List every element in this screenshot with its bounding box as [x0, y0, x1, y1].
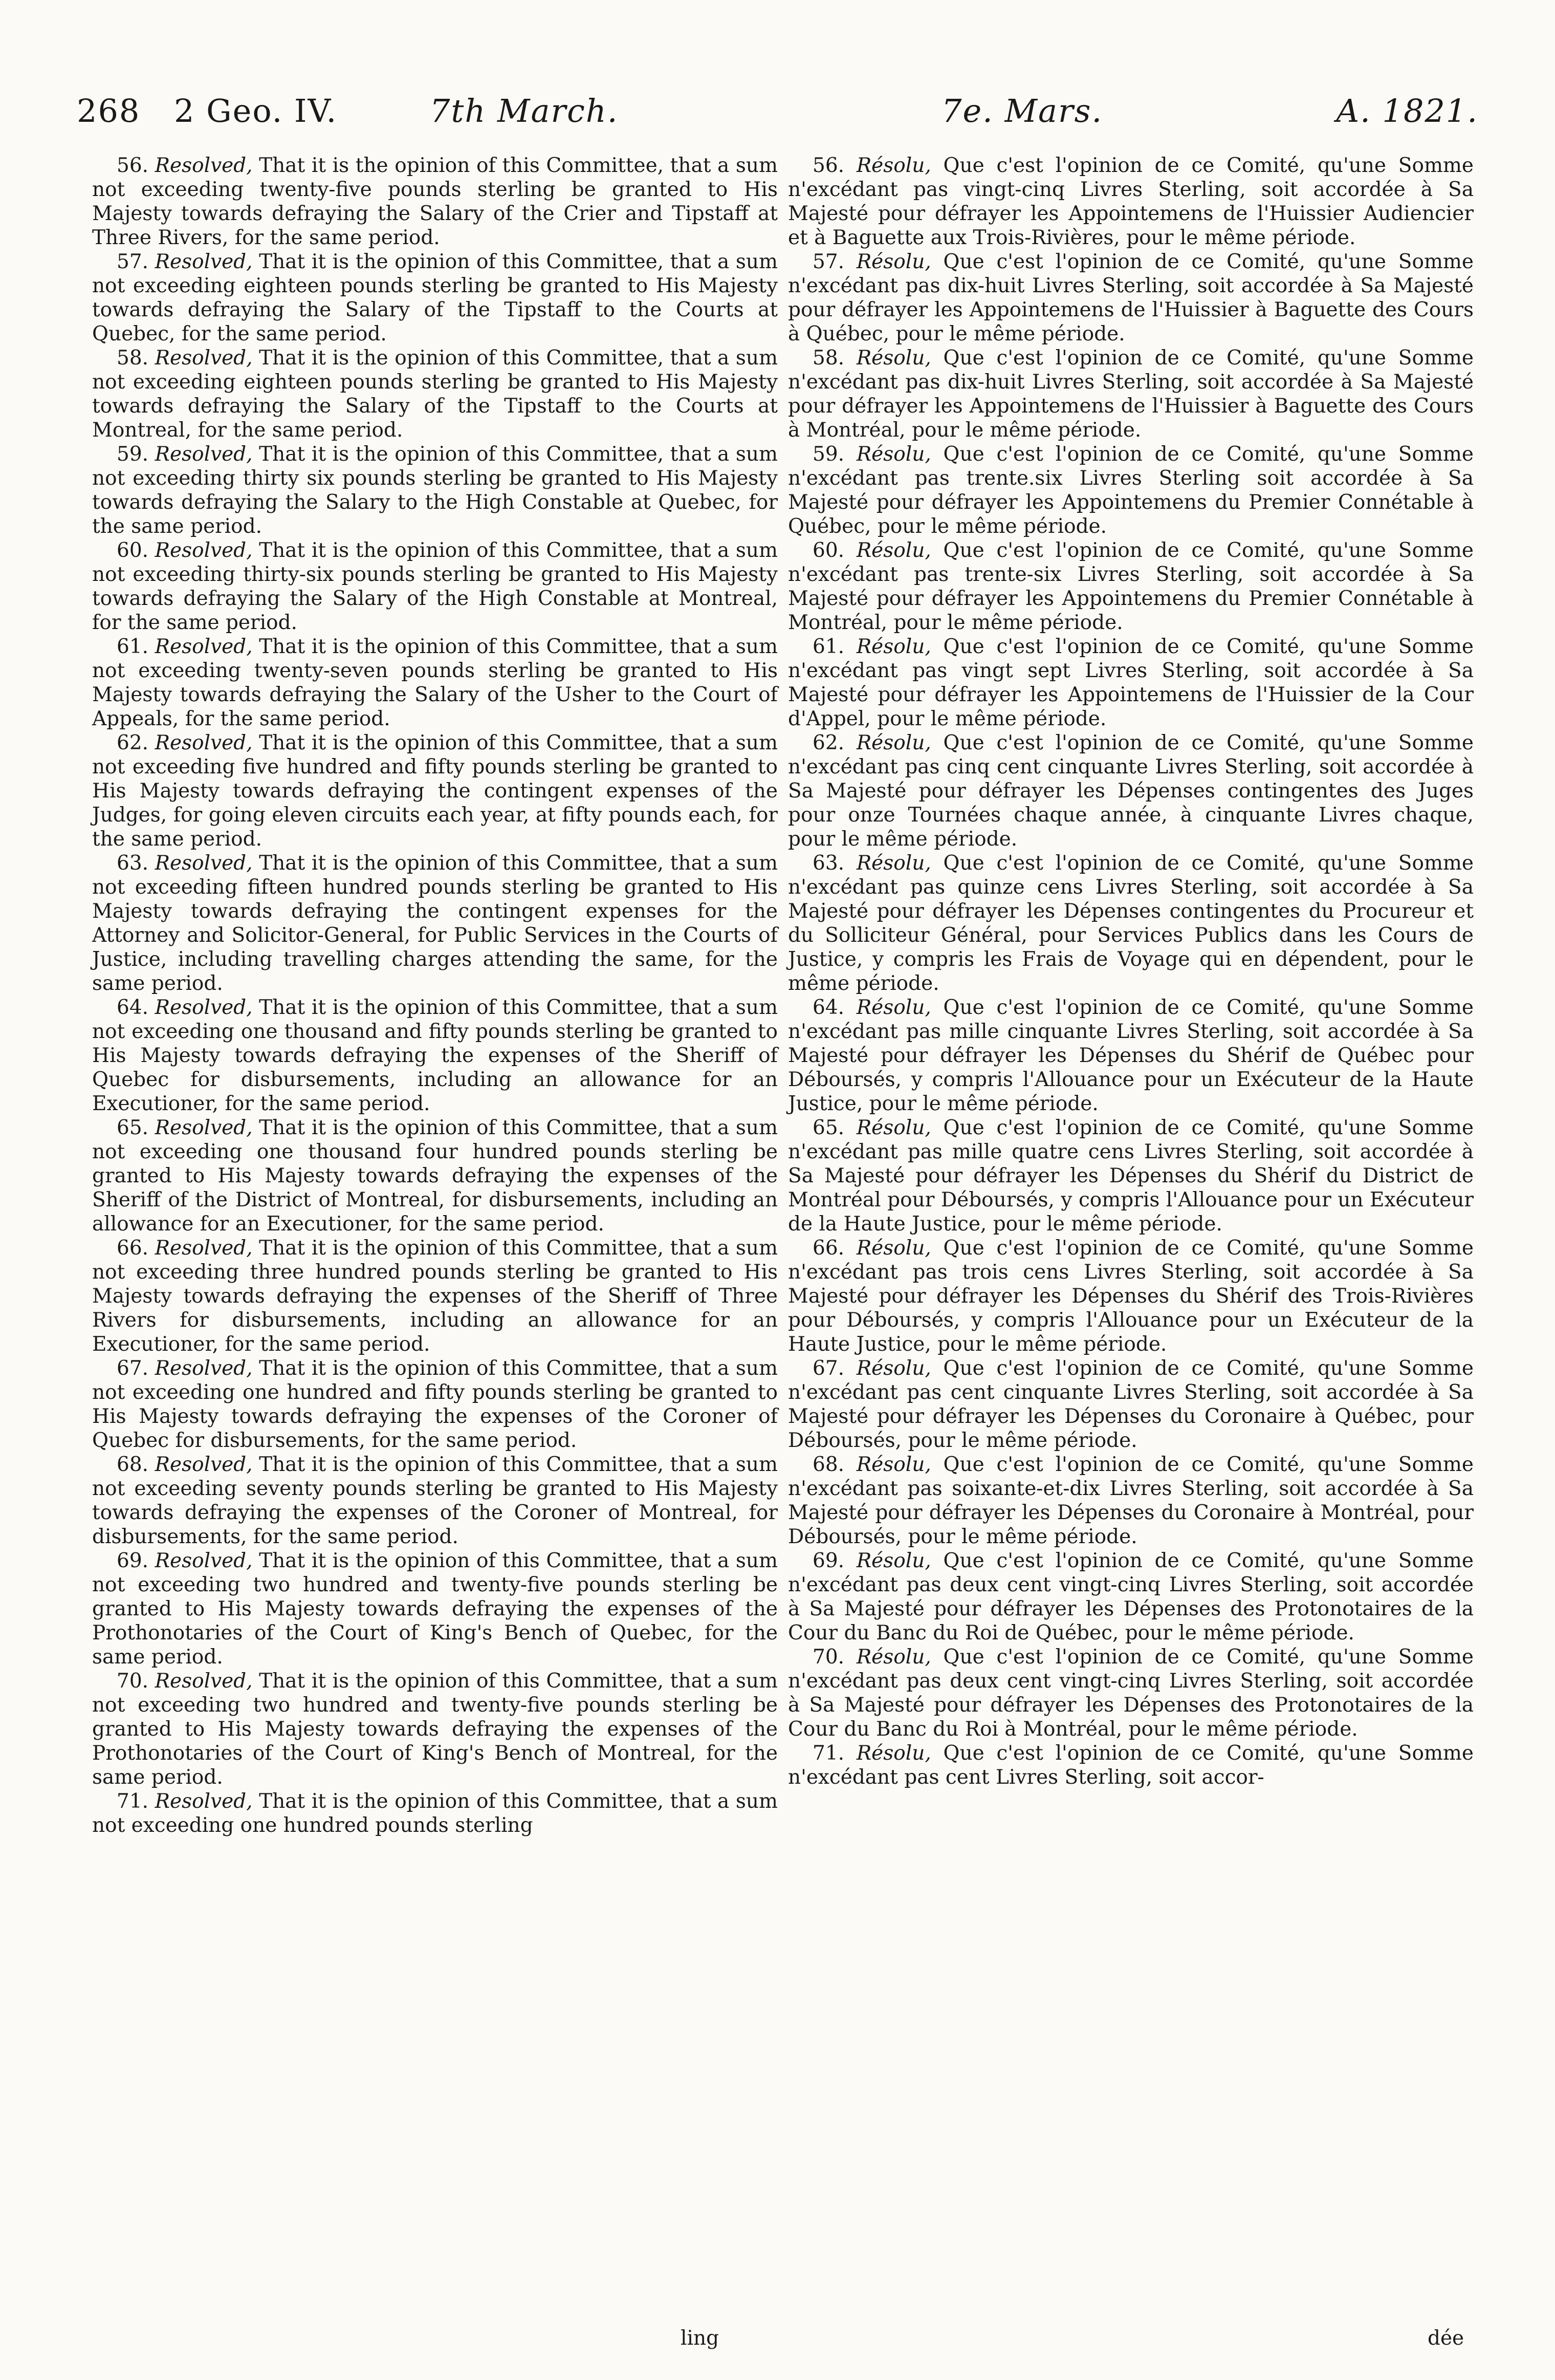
resolution-keyword: Resolved, [155, 1790, 253, 1813]
resolution-paragraph [92, 346, 778, 442]
resolution-text: Que c'est l'opinion de ce Comité, qu'une Somme n'excédant pas deux cent vingt-cinq Livres Sterling, soit accordée à Sa Majesté pour défrayer les Dépenses des Protonotaires de la Cour du Banc du Roi de Québec, pour le même période. [788, 1549, 1474, 1645]
resolution-number: 66. [117, 1237, 149, 1260]
resolution-keyword: Resolved, [155, 852, 253, 875]
resolution-text: That it is the opinion of this Committee, that a sum not exceeding one thousand and fifty pounds sterling be granted to His Majesty towards defraying the expenses of the Sheriff of Quebec for disbursements, including an allowance for an Executioner, for the same period. [92, 996, 778, 1115]
date-french: 7e. Mars. [941, 92, 1103, 129]
resolution-paragraph [788, 1116, 1474, 1236]
resolution-number: 61. [813, 635, 845, 658]
resolution-keyword: Résolu, [856, 635, 931, 658]
resolution-text: Que c'est l'opinion de ce Comité, qu'une Somme n'excédant pas deux cent vingt-cinq Livres Sterling, soit accordée à Sa Majesté pour défrayer les Dépenses des Protonotaires de la Cour du Banc du Roi à Montréal, pour le même période. [788, 1646, 1474, 1741]
resolution-paragraph [92, 1549, 778, 1669]
resolution-number: 65. [813, 1116, 845, 1139]
resolution-number: 59. [117, 443, 149, 466]
resolution-text: That it is the opinion of this Committee, that a sum not exceeding one hundred and fifty pounds sterling be granted to His Majesty towards defraying the expenses of the Coroner of Quebec for disbursements, for the same period. [92, 1357, 778, 1452]
resolution-keyword: Resolved, [155, 1549, 253, 1572]
resolution-text: Que c'est l'opinion de ce Comité, qu'une Somme n'excédant pas trente.six Livres Sterling soit accordée à Sa Majesté pour défrayer les Appointemens du Premier Connétable à Québec, pour le même période. [788, 443, 1474, 538]
resolution-text: That it is the opinion of this Committee, that a sum not exceeding two hundred and twenty-five pounds sterling be granted to His Majesty towards defraying the expenses of the Prothonotaries of the Court of King's Bench of Quebec, for the same period. [92, 1549, 778, 1669]
resolution-number: 57. [813, 250, 845, 273]
resolution-keyword: Résolu, [856, 1237, 931, 1260]
resolution-keyword: Résolu, [856, 347, 931, 370]
resolution-paragraph [788, 851, 1474, 996]
resolution-keyword: Resolved, [155, 347, 253, 370]
resolution-paragraph [92, 1453, 778, 1549]
resolution-paragraph [788, 1549, 1474, 1645]
resolution-keyword: Resolved, [155, 1357, 253, 1380]
resolution-text: That it is the opinion of this Committee, that a sum not exceeding one hundred pounds sterling [92, 1790, 778, 1837]
resolution-paragraph [92, 635, 778, 731]
english-column [92, 154, 778, 1837]
resolution-number: 68. [813, 1453, 845, 1476]
resolution-text: Que c'est l'opinion de ce Comité, qu'une Somme n'excédant pas soixante-et-dix Livres Sterling, soit accordée à Sa Majesté pour défrayer les Dépenses du Coronaire à Montréal, pour Déboursés, pour le même période. [788, 1453, 1474, 1548]
resolution-keyword: Résolu, [856, 443, 931, 466]
resolution-paragraph [92, 996, 778, 1116]
resolution-paragraph [788, 154, 1474, 250]
resolution-text: Que c'est l'opinion de ce Comité, qu'une Somme n'excédant pas cent Livres Sterling, soit accor- [788, 1742, 1474, 1789]
resolution-number: 67. [117, 1357, 149, 1380]
resolution-keyword: Résolu, [856, 154, 931, 177]
resolution-text: That it is the opinion of this Committee, that a sum not exceeding eighteen pounds sterling be granted to His Majesty towards defraying the Salary of the Tipstaff to the Courts at Quebec, for the same period. [92, 250, 778, 345]
resolution-keyword: Resolved, [155, 731, 253, 754]
resolution-keyword: Resolved, [155, 154, 253, 177]
resolution-number: 71. [117, 1790, 149, 1813]
resolution-text: Que c'est l'opinion de ce Comité, qu'une Somme n'excédant pas mille quatre cens Livres Sterling, soit accordée à Sa Majesté pour défrayer les Dépenses du Shérif du District de Montréal pour Déboursés, y compris l'Allouance pour un Exécuteur de la Haute Justice, pour le même période. [788, 1116, 1474, 1236]
resolution-keyword: Résolu, [856, 1742, 931, 1765]
resolution-number: 68. [117, 1453, 149, 1476]
resolution-keyword: Resolved, [155, 443, 253, 466]
resolution-keyword: Resolved, [155, 250, 253, 273]
resolution-number: 56. [813, 154, 845, 177]
date-english: 7th March. [430, 92, 619, 129]
resolution-paragraph [92, 851, 778, 996]
resolution-number: 69. [117, 1549, 149, 1572]
resolution-keyword: Résolu, [856, 1357, 931, 1380]
year-label: A. 1821. [1336, 92, 1478, 129]
resolution-text: That it is the opinion of this Committee, that a sum not exceeding five hundred and fifty pounds sterling be granted to His Majesty towards defraying the contingent expenses of the Judges, for going eleven circuits each year, at fifty pounds each, for the same period. [92, 731, 778, 851]
resolution-text: That it is the opinion of this Committee, that a sum not exceeding thirty six pounds sterling be granted to His Majesty towards defraying the Salary to the High Constable at Quebec, for the same period. [92, 443, 778, 538]
resolution-number: 62. [813, 731, 845, 754]
resolution-paragraph [788, 1453, 1474, 1549]
resolution-keyword: Resolved, [155, 635, 253, 658]
resolution-paragraph [92, 1116, 778, 1236]
resolution-paragraph [788, 996, 1474, 1116]
running-header [77, 92, 1478, 154]
resolution-keyword: Résolu, [856, 1116, 931, 1139]
resolution-text: That it is the opinion of this Committee, that a sum not exceeding eighteen pounds sterling be granted to His Majesty towards defraying the Salary of the Tipstaff to the Courts at Montreal, for the same period. [92, 347, 778, 442]
resolution-number: 64. [117, 996, 149, 1019]
resolution-paragraph [788, 538, 1474, 635]
resolution-text: Que c'est l'opinion de ce Comité, qu'une Somme n'excédant pas mille cinquante Livres Sterling, soit accordée à Sa Majesté pour défrayer les Dépenses du Shérif de Québec pour Déboursés, y compris l'Allouance pour un Exécuteur de la Haute Justice, pour le même période. [788, 996, 1474, 1115]
resolution-keyword: Resolved, [155, 1237, 253, 1260]
resolution-paragraph [788, 1741, 1474, 1789]
resolution-number: 57. [117, 250, 149, 273]
french-column [788, 154, 1474, 1789]
resolution-number: 60. [117, 539, 149, 562]
resolution-keyword: Résolu, [856, 852, 931, 875]
resolution-paragraph [92, 731, 778, 851]
resolution-number: 66. [813, 1237, 845, 1260]
resolution-paragraph [788, 250, 1474, 346]
resolution-keyword: Résolu, [856, 250, 931, 273]
resolution-number: 61. [117, 635, 149, 658]
resolution-number: 64. [813, 996, 845, 1019]
resolution-keyword: Resolved, [155, 1453, 253, 1476]
resolution-paragraph [92, 154, 778, 250]
resolution-text: That it is the opinion of this Committee, that a sum not exceeding twenty-five pounds sterling be granted to His Majesty towards defraying the Salary of the Crier and Tipstaff at Three Rivers, for the same period. [92, 154, 778, 249]
resolution-keyword: Resolved, [155, 1670, 253, 1693]
resolution-number: 62. [117, 731, 149, 754]
resolution-paragraph [788, 635, 1474, 731]
reign-label: 2 Geo. IV. [174, 92, 338, 129]
resolution-number: 63. [117, 852, 149, 875]
resolution-keyword: Résolu, [856, 1549, 931, 1572]
resolution-number: 63. [813, 852, 845, 875]
resolution-text: Que c'est l'opinion de ce Comité, qu'une Somme n'excédant pas trente-six Livres Sterling, soit accordée à Sa Majesté pour défrayer les Appointemens du Premier Connétable à Montréal, pour le même période. [788, 539, 1474, 634]
resolution-number: 70. [813, 1646, 845, 1669]
resolution-text: Que c'est l'opinion de ce Comité, qu'une Somme n'excédant pas vingt-cinq Livres Sterling, soit accordée à Sa Majesté pour défrayer les Appointemens de l'Huissier Audiencier et à Baguette aux Trois-Rivières, pour le même période. [788, 154, 1474, 249]
resolution-text: That it is the opinion of this Committee, that a sum not exceeding one thousand four hundred pounds sterling be granted to His Majesty towards defraying the expenses of the Sheriff of the District of Montreal, for disbursements, including an allowance for an Executioner, for the same period. [92, 1116, 778, 1236]
resolution-text: Que c'est l'opinion de ce Comité, qu'une Somme n'excédant pas dix-huit Livres Sterling, soit accordée à Sa Majesté pour défrayer les Appointemens de l'Huissier à Baguette des Cours à Québec, pour le même période. [788, 250, 1474, 345]
resolution-paragraph [788, 346, 1474, 442]
resolution-paragraph [788, 442, 1474, 538]
resolution-number: 59. [813, 443, 845, 466]
resolution-text: That it is the opinion of this Committee, that a sum not exceeding three hundred pounds sterling be granted to His Majesty towards defraying the expenses of the Sheriff of Three Rivers for disbursements, including an allowance for an Executioner, for the same period. [92, 1237, 778, 1356]
resolution-text: Que c'est l'opinion de ce Comité, qu'une Somme n'excédant pas cent cinquante Livres Sterling, soit accordée à Sa Majesté pour défrayer les Dépenses du Coronaire à Québec, pour Déboursés, pour le même période. [788, 1357, 1474, 1452]
resolution-paragraph [92, 1236, 778, 1356]
resolution-keyword: Résolu, [856, 539, 931, 562]
resolution-text: That it is the opinion of this Committee, that a sum not exceeding seventy pounds sterling be granted to His Majesty towards defraying the expenses of the Coroner of Montreal, for disbursements, for the same period. [92, 1453, 778, 1548]
resolution-keyword: Résolu, [856, 1453, 931, 1476]
resolution-number: 58. [117, 347, 149, 370]
resolution-text: Que c'est l'opinion de ce Comité, qu'une Somme n'excédant pas quinze cens Livres Sterling, soit accordée à Sa Majesté pour défrayer les Dépenses contingentes du Procureur et du Solliciteur Général, pour Services Publics dans les Cours de Justice, y compris les Frais de Voyage qui en dépendent, pour le même période. [788, 852, 1474, 995]
resolution-text: That it is the opinion of this Committee, that a sum not exceeding two hundred and twenty-five pounds sterling be granted to His Majesty towards defraying the expenses of the Prothonotaries of the Court of King's Bench of Montreal, for the same period. [92, 1670, 778, 1789]
resolution-number: 60. [813, 539, 845, 562]
resolution-number: 69. [813, 1549, 845, 1572]
resolution-text: Que c'est l'opinion de ce Comité, qu'une Somme n'excédant pas trois cens Livres Sterling, soit accordée à Sa Majesté pour défrayer les Dépenses du Shérif des Trois-Rivières pour Déboursés, y compris l'Allouance pour un Exécuteur de la Haute Justice, pour le même période. [788, 1237, 1474, 1356]
resolution-keyword: Résolu, [856, 731, 931, 754]
resolution-keyword: Résolu, [856, 1646, 931, 1669]
resolution-paragraph [92, 250, 778, 346]
resolution-text: Que c'est l'opinion de ce Comité, qu'une Somme n'excédant pas cinq cent cinquante Livres Sterling, soit accordée à Sa Majesté pour défrayer les Dépenses contingentes des Juges pour onze Tournées chaque année, à cinquante Livres chaque, pour le même période. [788, 731, 1474, 851]
french-catchword: dée [1428, 2327, 1464, 2350]
resolution-paragraph [788, 1356, 1474, 1453]
resolution-paragraph [788, 1645, 1474, 1741]
resolution-number: 70. [117, 1670, 149, 1693]
resolution-text: That it is the opinion of this Committee, that a sum not exceeding twenty-seven pounds sterling be granted to His Majesty towards defraying the Salary of the Usher to the Court of Appeals, for the same period. [92, 635, 778, 730]
resolution-text: Que c'est l'opinion de ce Comité, qu'une Somme n'excédant pas vingt sept Livres Sterling, soit accordée à Sa Majesté pour défrayer les Appointemens de l'Huissier de la Cour d'Appel, pour le même période. [788, 635, 1474, 730]
resolution-number: 67. [813, 1357, 845, 1380]
resolution-paragraph [788, 1236, 1474, 1356]
resolution-paragraph [788, 731, 1474, 851]
resolution-keyword: Resolved, [155, 996, 253, 1019]
resolution-text: That it is the opinion of this Committee, that a sum not exceeding thirty-six pounds sterling be granted to His Majesty towards defraying the Salary of the High Constable at Montreal, for the same period. [92, 539, 778, 634]
resolution-paragraph [92, 1356, 778, 1453]
resolution-number: 65. [117, 1116, 149, 1139]
resolution-paragraph [92, 1789, 778, 1837]
resolution-keyword: Resolved, [155, 1116, 253, 1139]
page-number: 268 [77, 92, 141, 129]
resolution-number: 58. [813, 347, 845, 370]
resolution-keyword: Resolved, [155, 539, 253, 562]
resolution-keyword: Résolu, [856, 996, 931, 1019]
resolution-number: 71. [813, 1742, 845, 1765]
resolution-paragraph [92, 442, 778, 538]
resolution-number: 56. [117, 154, 149, 177]
resolution-text: Que c'est l'opinion de ce Comité, qu'une Somme n'excédant pas dix-huit Livres Sterling, soit accordée à Sa Majesté pour défrayer les Appointemens de l'Huissier à Baguette des Cours à Montréal, pour le même période. [788, 347, 1474, 442]
english-catchword: ling [681, 2327, 719, 2350]
resolution-paragraph [92, 1669, 778, 1789]
resolution-paragraph [92, 538, 778, 635]
resolution-text: That it is the opinion of this Committee, that a sum not exceeding fifteen hundred pounds sterling be granted to His Majesty towards defraying the contingent expenses for the Attorney and Solicitor-General, for Public Services in the Courts of Justice, including travelling charges attending the same, for the same period. [92, 852, 778, 995]
